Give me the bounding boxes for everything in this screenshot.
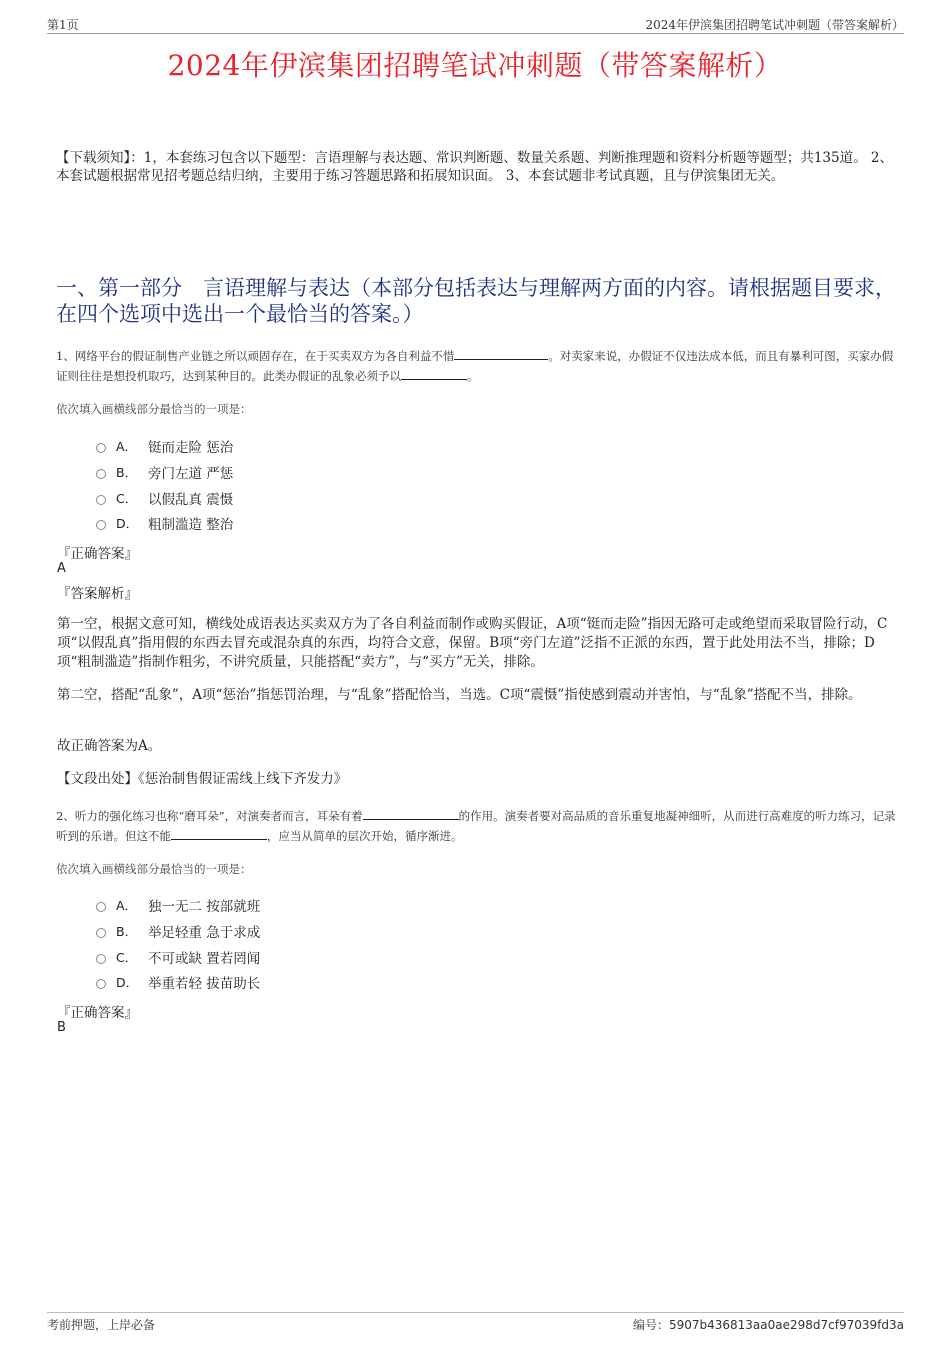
header-divider <box>47 33 904 34</box>
option-letter: B． <box>116 924 138 939</box>
download-notice: 【下载须知】：1，本套练习包含以下题型：言语理解与表达题、常识判断题、数量关系题、判断推理题和资料分析题等题型；共135道。 2、本套试题根据常见招考题总结归纳，主要用于练习答题思路和拓展知识面。 3、本套试题非考试真题，且与伊滨集团无关。 <box>56 150 893 184</box>
analysis-conclusion: 故正确答案为A。 <box>57 738 162 754</box>
radio-icon[interactable] <box>96 520 106 530</box>
question-2-text-part: ，应当从简单的层次开始，循序渐进。 <box>267 829 463 843</box>
answer-blank <box>363 807 459 820</box>
document-code <box>633 1316 904 1333</box>
option-letter: C． <box>116 491 138 506</box>
document-title: 2024年伊滨集团招聘笔试冲刺题（带答案解析） <box>167 49 783 82</box>
analysis-paragraph: 第一空，根据文意可知，横线处成语表达买卖双方为了各自利益而制作或购买假证，A项“铤而走险”指因无路可走或绝望而采取冒险行动，C项“以假乱真”指用假的东西去冒充或混杂真的东西，均符合文意，保留。B项“旁门左道”泛指不正派的东西，置于此处用法不当，排除；D项“粗制滥造”指制作粗劣，不讲究质量，只能搭配“卖方”，与“买方”无关，排除。 <box>57 616 888 670</box>
correct-answer-label: 『正确答案』 <box>57 1005 138 1021</box>
option-letter: D． <box>116 975 139 990</box>
document-code-value: 5907b436813aa0ae298d7cf97039fd3a <box>668 1318 904 1332</box>
question-1-option-c[interactable] <box>96 488 233 508</box>
question-2-option-c[interactable] <box>96 947 260 967</box>
footer-slogan: 考前押题，上岸必备 <box>47 1318 156 1332</box>
question-1-option-d[interactable] <box>96 513 233 533</box>
question-2-prompt: 依次填入画横线部分最恰当的一项是： <box>56 862 252 876</box>
question-2-option-b[interactable] <box>96 921 260 941</box>
question-1-text-part: 。对卖家来说，办假证不仅违法成本低，而且有暴利可图，买家办假证则往往是想投机取巧，达到某种目的。此类办假证的乱象必须予以 <box>56 349 894 383</box>
document-code-label: 编号： <box>632 1318 669 1332</box>
source-citation: 【文段出处】《惩治制售假证需线上线下齐发力》 <box>57 771 348 787</box>
question-2-option-a[interactable] <box>96 895 260 915</box>
question-2-text-part: 的作用。演奏者要对高品质的音乐重复地凝神细听，从而进行高难度的听力练习，记录听到的乐谱。但这不能 <box>56 809 896 843</box>
option-letter: A． <box>116 439 138 454</box>
radio-icon[interactable] <box>96 928 106 938</box>
running-title: 2024年伊滨集团招聘笔试冲刺题（带答案解析） <box>645 18 904 32</box>
radio-icon[interactable] <box>96 902 106 912</box>
question-2-text <box>56 806 901 846</box>
option-text: 旁门左道 严惩 <box>148 466 234 482</box>
option-letter: A． <box>116 898 138 913</box>
option-text: 铤而走险 惩治 <box>148 440 234 456</box>
question-1-prompt: 依次填入画横线部分最恰当的一项是： <box>56 402 252 416</box>
section-heading: 一、第一部分 言语理解与表达（本部分包括表达与理解两方面的内容。请根据题目要求，在四个选项中选出一个最恰当的答案。） <box>56 276 896 326</box>
radio-icon[interactable] <box>96 443 106 453</box>
analysis-label: 『答案解析』 <box>57 586 138 602</box>
radio-icon[interactable] <box>96 954 106 964</box>
option-text: 举足轻重 急于求成 <box>148 925 261 941</box>
option-letter: D． <box>116 516 139 531</box>
radio-icon[interactable] <box>96 979 106 989</box>
question-1-text-part: 1、网络平台的假证制售产业链之所以顽固存在，在于买卖双方为各自利益不惜 <box>56 349 455 363</box>
question-1-option-a[interactable] <box>96 436 233 456</box>
question-1-option-b[interactable] <box>96 462 233 482</box>
analysis-paragraph: 第二空，搭配“乱象”，A项“惩治”指惩罚治理，与“乱象”搭配恰当，当选。C项“震慑”指使感到震动并害怕，与“乱象”搭配不当，排除。 <box>57 687 862 703</box>
correct-answer: A <box>57 561 66 576</box>
radio-icon[interactable] <box>96 469 106 479</box>
option-letter: C． <box>116 950 138 965</box>
answer-blank <box>171 827 267 840</box>
option-text: 不可或缺 置若罔闻 <box>148 951 261 967</box>
page-number: 第1页 <box>47 18 79 32</box>
radio-icon[interactable] <box>96 495 106 505</box>
correct-answer-label: 『正确答案』 <box>57 546 138 562</box>
option-text: 粗制滥造 整治 <box>148 517 234 533</box>
correct-answer: B <box>57 1020 66 1035</box>
option-text: 以假乱真 震慑 <box>148 492 234 508</box>
question-1-text-part: 。 <box>467 369 479 383</box>
option-letter: B． <box>116 465 138 480</box>
answer-blank <box>454 347 548 360</box>
question-1-text <box>56 346 901 386</box>
footer-divider <box>47 1312 904 1313</box>
answer-blank <box>401 367 467 380</box>
question-2-option-d[interactable] <box>96 972 260 992</box>
question-2-text-part: 2、听力的强化练习也称“磨耳朵”，对演奏者而言，耳朵有着 <box>56 809 363 823</box>
option-text: 独一无二 按部就班 <box>148 899 261 915</box>
option-text: 举重若轻 拔苗助长 <box>148 976 261 992</box>
